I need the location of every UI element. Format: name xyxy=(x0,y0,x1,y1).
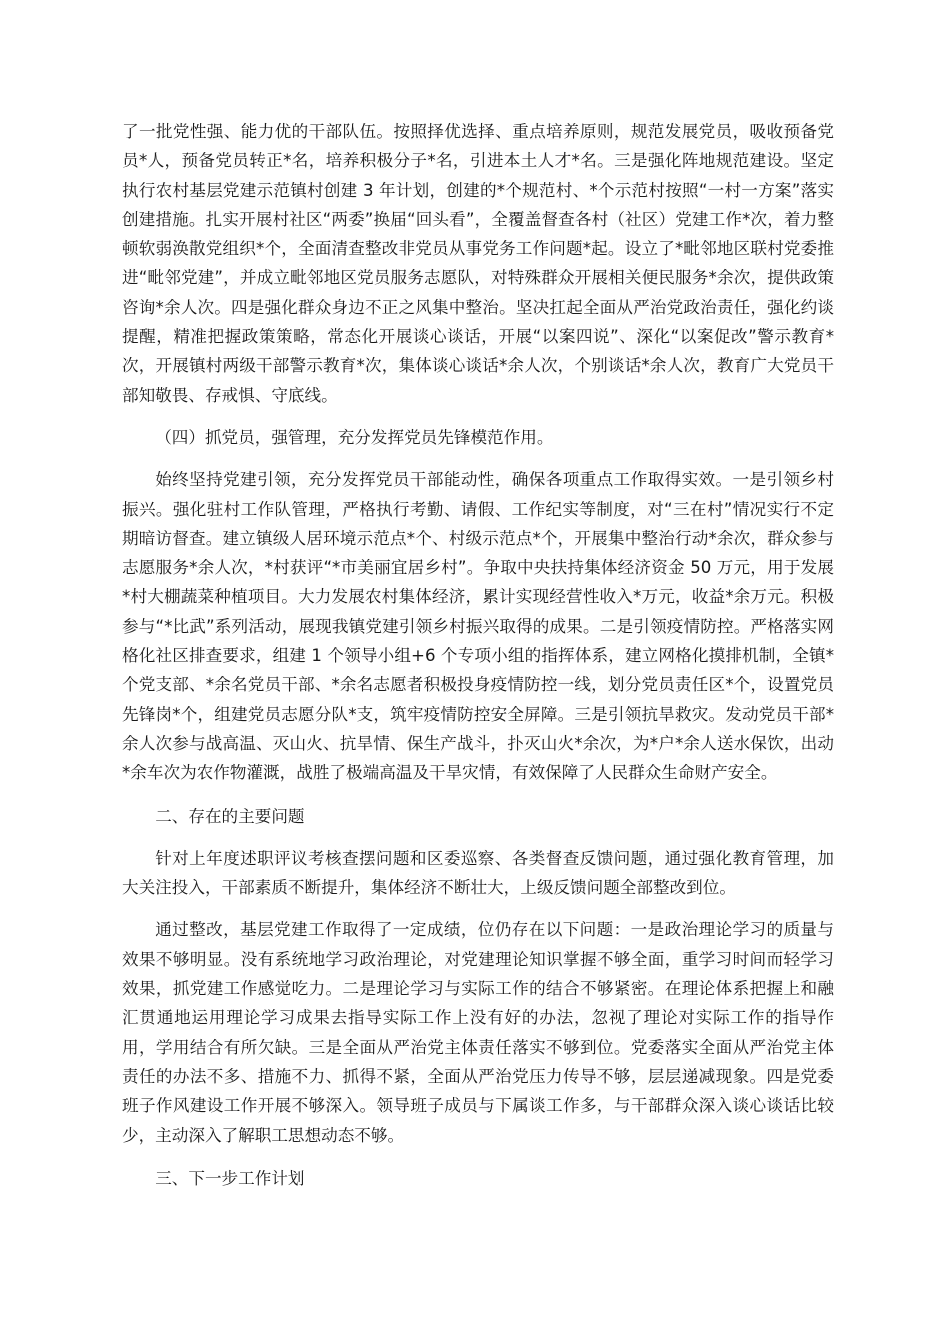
paragraph-continued-work: 了一批党性强、能力优的干部队伍。按照择优选择、重点培养原则，规范发展党员，吸收预备党员*人，预备党员转正*名，培养积极分子*名，引进本土人才*名。三是强化阵地规范建设。坚定执行农村基层党建示范镇村创建 3 年计划，创建的*个规范村、*个示范村按照“一村一方案”落实创建措施。扎实开展村社区“两委”换届“回头看”，全覆盖督查各村（社区）党建工作*次，着力整顿软弱涣散党组织*个，全面清查整改非党员从事党务工作问题*起。设立了*毗邻地区联村党委推进“毗邻党建”，并成立毗邻地区党员服务志愿队，对特殊群众开展相关便民服务*余次，提供政策咨询*余人次。四是强化群众身边不正之风集中整治。坚决扛起全面从严治党政治责任，强化约谈提醒，精准把握政策策略，常态化开展谈心谈话，开展“以案四说”、深化“以案促改”警示教育*次，开展镇村两级干部警示教育*次，集体谈心谈话*余人次，个别谈话*余人次，教育广大党员干部知敬畏、存戒惧、守底线。 xyxy=(122,122,834,405)
section-heading-party-members: （四）抓党员，强管理，充分发挥党员先锋模范作用。 xyxy=(155,427,554,447)
paragraph-party-leadership: 始终坚持党建引领，充分发挥党员干部能动性，确保各项重点工作取得实效。一是引领乡村振兴。强化驻村工作队管理，严格执行考勤、请假、工作纪实等制度，对“三在村”情况实行不定期暗访督查。建立镇级人居环境示范点*个、村级示范点*个，开展集中整治行动*余次，群众参与志愿服务*余人次，*村获评“*市美丽宜居乡村”。争取中央扶持集体经济资金 50 万元，用于发展*村大棚蔬菜种植项目。大力发展农村集体经济，累计实现经营性收入*万元，收益*余万元。积极参与“*比武”系列活动，展现我镇党建引领乡村振兴取得的成果。二是引领疫情防控。严格落实网格化社区排查要求，组建 1 个领导小组+6 个专项小组的指挥体系，建立网格化摸排机制，全镇*个党支部、*余名党员干部、*余名志愿者积极投身疫情防控一线，划分党员责任区*个，设置党员先锋岗*个，组建党员志愿分队*支，筑牢疫情防控安全屏障。三是引领抗旱救灾。发动党员干部*余人次参与战高温、灭山火、抗旱情、保生产战斗，扑灭山火*余次，为*户*余人送水保饮，出动*余车次为农作物灌溉，战胜了极端高温及干旱灾情，有效保障了人民群众生命财产安全。 xyxy=(122,470,834,783)
paragraph-existing-problems: 通过整改，基层党建工作取得了一定成绩，位仍存在以下问题：一是政治理论学习的质量与效果不够明显。没有系统地学习政治理论，对党建理论知识掌握不够全面，重学习时间而轻学习效果，抓党建工作感觉吃力。二是理论学习与实际工作的结合不够紧密。在理论体系把握上和融汇贯通地运用理论学习成果去指导实际工作上没有好的办法，忽视了理论对实际工作的指导作用，学用结合有所欠缺。三是全面从严治党主体责任落实不够到位。党委落实全面从严治党主体责任的办法不多、措施不力、抓得不紧，全面从严治党压力传导不够，层层递减现象。四是党委班子作风建设工作开展不够深入。领导班子成员与下属谈工作多，与干部群众深入谈心谈话比较少，主动深入了解职工思想动态不够。 xyxy=(122,920,834,1145)
paragraph-rectification: 针对上年度述职评议考核查摆问题和区委巡察、各类督查反馈问题，通过强化教育管理，加大关注投入，干部素质不断提升，集体经济不断壮大，上级反馈问题全部整改到位。 xyxy=(122,848,834,898)
section-heading-problems: 二、存在的主要问题 xyxy=(155,806,305,826)
document-body xyxy=(122,117,834,1193)
section-heading-next-plan: 三、下一步工作计划 xyxy=(155,1168,305,1188)
